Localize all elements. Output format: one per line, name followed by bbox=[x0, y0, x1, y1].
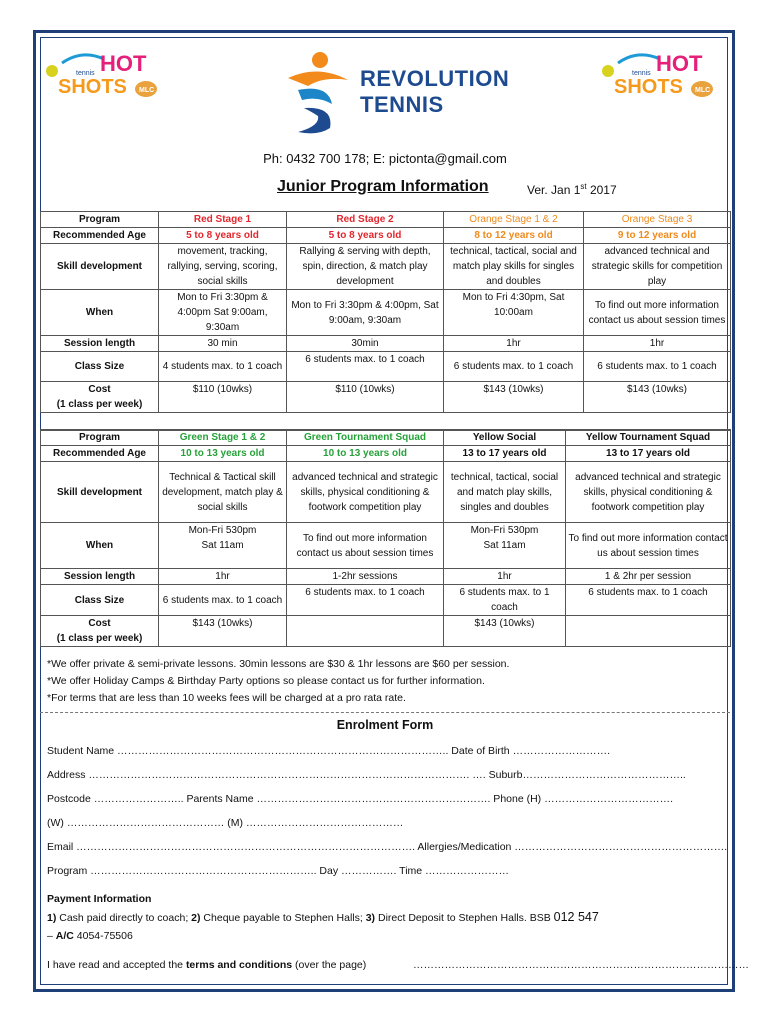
svg-text:HOT: HOT bbox=[100, 51, 147, 76]
skill-cell: Technical & Tactical skill development, match play & social skills bbox=[159, 462, 287, 523]
cost-cell bbox=[566, 616, 731, 647]
program-name: Orange Stage 3 bbox=[584, 212, 731, 228]
revolution-tennis-logo bbox=[268, 50, 510, 140]
student-name-field[interactable]: Student Name ………………………………………………………………………………….. Date of Birth ………………………. bbox=[47, 745, 610, 757]
svg-text:MLC: MLC bbox=[695, 87, 711, 94]
svg-text:tennis: tennis bbox=[76, 70, 95, 77]
table-row bbox=[41, 290, 731, 336]
table-row bbox=[41, 244, 731, 290]
contact-info: Ph: 0432 700 178; E: pictonta@gmail.com bbox=[263, 151, 507, 166]
signature-field[interactable]: …………………………………………………………………………………… bbox=[413, 959, 749, 971]
email-allergies-field[interactable]: Email ……………………………………………………………………………………. Allergies/Medication ……………………………………………………. bbox=[47, 841, 728, 853]
row-label: When bbox=[41, 523, 159, 569]
program-name: Yellow Social bbox=[444, 430, 566, 446]
cost-cell: $110 (10wks) bbox=[287, 382, 444, 413]
length-cell: 1hr bbox=[159, 569, 287, 585]
size-cell: 6 students max. to 1 coach bbox=[444, 352, 584, 382]
length-cell: 1hr bbox=[584, 336, 731, 352]
table-row bbox=[41, 446, 731, 462]
program-day-time-field[interactable]: Program ……………………………………………………….. Day ……………. Time …………………… bbox=[47, 865, 510, 877]
length-cell: 30min bbox=[287, 336, 444, 352]
table-row bbox=[41, 523, 731, 569]
skill-cell: advanced technical and strategic skills for competition play bbox=[584, 244, 731, 290]
tennis-ball-icon bbox=[602, 65, 614, 77]
table-row bbox=[41, 228, 731, 244]
size-cell: 6 students max. to 1 coach bbox=[287, 585, 444, 616]
row-label: Recommended Age bbox=[41, 446, 159, 462]
when-cell: Mon to Fri 3:30pm & 4:00pm, Sat 9:00am, 9:30am bbox=[287, 290, 444, 336]
table-row bbox=[41, 462, 731, 523]
when-cell: Mon to Fri 4:30pm, Sat 10:00am bbox=[444, 290, 584, 336]
age-cell: 13 to 17 years old bbox=[566, 446, 731, 462]
row-label: Class Size bbox=[41, 585, 159, 616]
row-label: Program bbox=[41, 212, 159, 228]
program-name: Orange Stage 1 & 2 bbox=[444, 212, 584, 228]
divider bbox=[40, 712, 730, 713]
when-cell: To find out more information contact us about session times bbox=[287, 523, 444, 569]
when-cell: Mon-Fri 530pm Sat 11am bbox=[444, 523, 566, 569]
program-name: Red Stage 1 bbox=[159, 212, 287, 228]
length-cell: 30 min bbox=[159, 336, 287, 352]
payment-options: 1) Cash paid directly to coach; 2) Cheque payable to Stephen Halls; 3) Direct Deposit to Stephen Halls. BSB 012 547 bbox=[47, 910, 599, 924]
length-cell: 1hr bbox=[444, 569, 566, 585]
skill-cell: technical, tactical, social and match play skills for singles and doubles bbox=[444, 244, 584, 290]
svg-text:MLC: MLC bbox=[139, 87, 155, 94]
table-row bbox=[41, 585, 731, 616]
cost-cell: $143 (10wks) bbox=[444, 382, 584, 413]
account-number: – A/C 4054-75506 bbox=[47, 930, 133, 942]
table-row bbox=[41, 352, 731, 382]
row-label: Class Size bbox=[41, 352, 159, 382]
tennis-player-icon bbox=[268, 50, 358, 140]
when-cell: Mon-Fri 530pm Sat 11am bbox=[159, 523, 287, 569]
skill-cell: advanced technical and strategic skills, physical conditioning & footwork competition play bbox=[566, 462, 731, 523]
logo-text-revolution: REVOLUTION bbox=[360, 66, 510, 91]
version-label: Ver. Jan 1st 2017 bbox=[527, 182, 617, 197]
payment-info-title: Payment Information bbox=[47, 893, 152, 905]
row-label: Cost (1 class per week) bbox=[41, 382, 159, 413]
address-field[interactable]: Address ………………………………………………………………………………………………. …. Suburb……………………………………….. bbox=[47, 769, 686, 781]
skill-cell: advanced technical and strategic skills, physical conditioning & footwork competition play bbox=[287, 462, 444, 523]
cost-cell: $110 (10wks) bbox=[159, 382, 287, 413]
length-cell: 1 & 2hr per session bbox=[566, 569, 731, 585]
svg-text:SHOTS: SHOTS bbox=[58, 76, 127, 98]
row-label: Program bbox=[41, 430, 159, 446]
cost-cell bbox=[287, 616, 444, 647]
size-cell: 6 students max. to 1 coach bbox=[444, 585, 566, 616]
length-cell: 1hr bbox=[444, 336, 584, 352]
work-mobile-phone-field[interactable]: (W) ……………………………………… (M) ……………………………………… bbox=[47, 817, 404, 829]
table-row bbox=[41, 430, 731, 446]
age-cell: 5 to 8 years old bbox=[287, 228, 444, 244]
program-table-1 bbox=[40, 211, 731, 431]
postcode-parents-phone-field[interactable]: Postcode …………………….. Parents Name …………………………………………………………. Phone (H) ………………………………. bbox=[47, 793, 674, 805]
when-cell: To find out more information contact us about session times bbox=[584, 290, 731, 336]
program-name: Red Stage 2 bbox=[287, 212, 444, 228]
row-label: Skill development bbox=[41, 462, 159, 523]
age-cell: 10 to 13 years old bbox=[287, 446, 444, 462]
row-label: Session length bbox=[41, 569, 159, 585]
tennis-ball-icon bbox=[46, 65, 58, 77]
program-name: Green Tournament Squad bbox=[287, 430, 444, 446]
row-label: Session length bbox=[41, 336, 159, 352]
note-line: *We offer private & semi-private lessons. 30min lessons are $30 & 1hr lessons are $60 per session. bbox=[47, 658, 510, 670]
age-cell: 10 to 13 years old bbox=[159, 446, 287, 462]
logo-text-tennis: TENNIS bbox=[360, 92, 444, 117]
program-table-2 bbox=[40, 429, 731, 647]
hotshots-logo-right bbox=[598, 45, 714, 103]
size-cell: 4 students max. to 1 coach bbox=[159, 352, 287, 382]
when-cell: Mon to Fri 3:30pm & 4:00pm Sat 9:00am, 9:30am bbox=[159, 290, 287, 336]
size-cell: 6 students max. to 1 coach bbox=[287, 352, 444, 382]
skill-cell: Rallying & serving with depth, spin, direction, & match play development bbox=[287, 244, 444, 290]
age-cell: 13 to 17 years old bbox=[444, 446, 566, 462]
row-label: Skill development bbox=[41, 244, 159, 290]
table-row bbox=[41, 382, 731, 413]
cost-cell: $143 (10wks) bbox=[159, 616, 287, 647]
table-spacer-row bbox=[41, 413, 731, 431]
row-label: Cost (1 class per week) bbox=[41, 616, 159, 647]
table-row bbox=[41, 336, 731, 352]
cost-cell: $143 (10wks) bbox=[444, 616, 566, 647]
note-line: *We offer Holiday Camps & Birthday Party options so please contact us for further information. bbox=[47, 675, 485, 687]
program-name: Green Stage 1 & 2 bbox=[159, 430, 287, 446]
notes bbox=[47, 656, 509, 707]
cost-cell: $143 (10wks) bbox=[584, 382, 731, 413]
row-label: Recommended Age bbox=[41, 228, 159, 244]
terms-acceptance: I have read and accepted the terms and conditions (over the page) bbox=[47, 959, 367, 971]
skill-cell: movement, tracking, rallying, serving, scoring, social skills bbox=[159, 244, 287, 290]
size-cell: 6 students max. to 1 coach bbox=[159, 585, 287, 616]
skill-cell: technical, tactical, social and match play skills, singles and doubles bbox=[444, 462, 566, 523]
row-label: When bbox=[41, 290, 159, 336]
svg-text:SHOTS: SHOTS bbox=[614, 76, 683, 98]
size-cell: 6 students max. to 1 coach bbox=[584, 352, 731, 382]
age-cell: 8 to 12 years old bbox=[444, 228, 584, 244]
when-cell: To find out more information contact us about session times bbox=[566, 523, 731, 569]
enrolment-form-title: Enrolment Form bbox=[336, 718, 434, 732]
age-cell: 9 to 12 years old bbox=[584, 228, 731, 244]
age-cell: 5 to 8 years old bbox=[159, 228, 287, 244]
note-line: *For terms that are less than 10 weeks fees will be charged at a pro rata rate. bbox=[47, 692, 406, 704]
svg-text:HOT: HOT bbox=[656, 51, 703, 76]
program-name: Yellow Tournament Squad bbox=[566, 430, 731, 446]
length-cell: 1-2hr sessions bbox=[287, 569, 444, 585]
hotshots-logo-left bbox=[42, 45, 158, 103]
svg-text:tennis: tennis bbox=[632, 70, 651, 77]
table-row bbox=[41, 569, 731, 585]
table-row bbox=[41, 616, 731, 647]
page-title: Junior Program Information bbox=[277, 178, 489, 195]
size-cell: 6 students max. to 1 coach bbox=[566, 585, 731, 616]
table-row bbox=[41, 212, 731, 228]
